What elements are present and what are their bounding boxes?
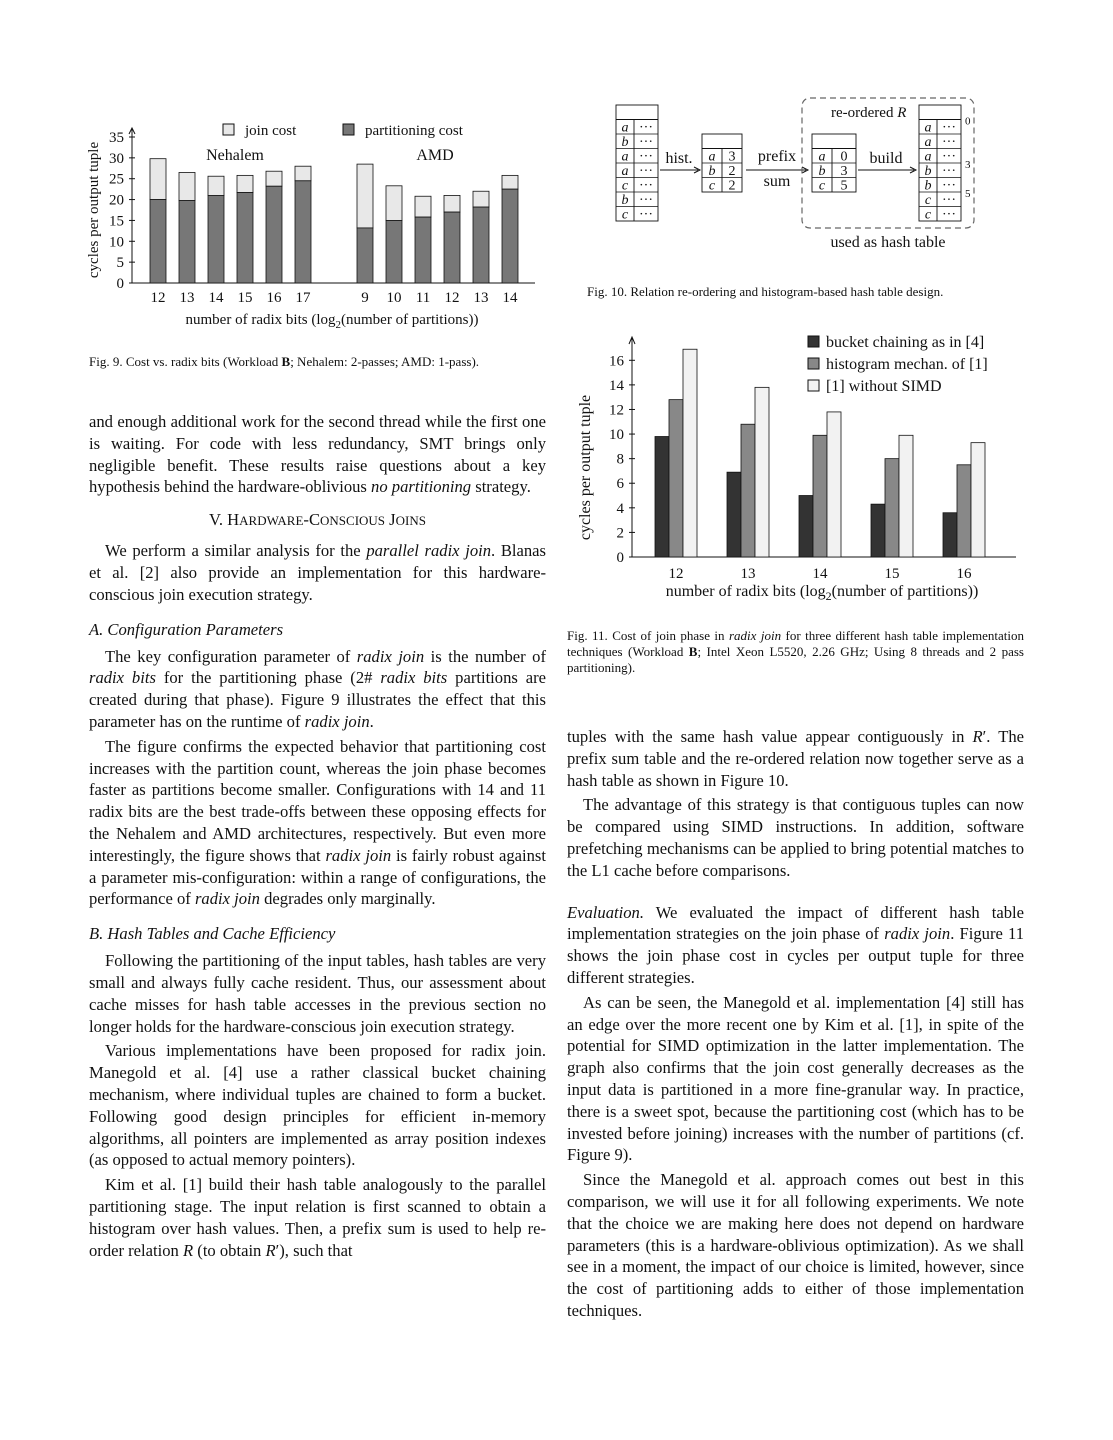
bar-partitioning-cost [357,228,373,283]
x-tick-label: 15 [884,566,900,582]
fig10-caption: Fig. 10. Relation re-ordering and histogram-based hash table design. [587,284,944,299]
bar-2 [971,443,985,557]
bar-0 [871,504,885,557]
fig11-chart [570,328,1030,608]
x-tick-label: 15 [237,290,253,306]
prefix-label: prefix [757,148,797,165]
bar-2 [827,412,841,557]
subsection-heading: A. Configuration Parameters [89,619,284,639]
x-tick-label: 12 [444,290,460,306]
y-tick-label: 2 [616,525,624,542]
bar-0 [655,437,669,557]
table-r-cell: a [621,120,629,136]
bar-partitioning-cost [386,220,402,283]
legend-swatch-join [223,124,234,135]
bar-join-cost [473,191,489,207]
bar-join-cost [179,172,195,200]
bar-partitioning-cost [150,200,166,283]
table-rprime-cell: ··· [942,178,956,194]
x-tick-label: 13 [473,290,489,306]
table-r-cell: b [621,135,629,150]
y-axis-label: cycles per output tuple [577,394,594,541]
bar-join-cost [386,186,402,221]
bar-join-cost [415,196,431,217]
table-rprime-cell: ··· [942,149,956,165]
paragraph: and enough additional work for the second thread while the first one is waiting. For code with less redundancy, SMT brings only negligible benefit. These results raise questions about a key hypothesis behind the hardware-oblivious no partitioning strategy. [89,412,546,497]
table-r-cell: ··· [639,135,653,150]
y-tick-label: 10 [609,427,624,444]
y-tick-label: 15 [109,213,124,230]
x-tick-label: 17 [295,290,311,306]
legend-swatch [808,358,819,369]
group-title: AMD [416,147,454,164]
paragraph: We perform a similar analysis for the parallel radix join. Blanas et al. [2] also provide an implementation for this hardware-conscious join execution strategy. [89,541,547,604]
legend-swatch [808,380,819,391]
table-r-cell: ··· [639,120,653,136]
table-r-cell: a [621,149,629,165]
bar-join-cost [444,195,460,212]
build-label: build [869,150,903,167]
right-column [567,726,1024,1322]
sum-label: sum [763,173,791,190]
reordered-label: re-ordered R [831,105,907,121]
bar-1 [669,400,683,557]
x-tick-label: 9 [361,290,369,306]
paragraph: The key configuration parameter of radix join is the number of radix bits for the partitioning phase (2# radix bits partitions are created during that phase). Figure 9 illustrates the effect that this parameter has on the runtime of radix join. [89,646,547,731]
y-tick-label: 8 [616,451,624,468]
x-tick-label: 14 [502,290,518,306]
y-tick-label: 0 [616,550,624,566]
index-mark: 3 [965,159,971,171]
table-psum-cell: 5 [840,178,848,194]
bar-1 [741,424,755,557]
left-column [89,411,546,1261]
bar-join-cost [502,175,518,189]
bar-partitioning-cost [444,212,460,283]
table-psum-cell: a [818,149,826,165]
table-rprime-cell: c [924,207,932,223]
x-tick-label: 14 [208,290,224,306]
bar-partitioning-cost [208,195,224,283]
x-tick-label: 11 [415,290,431,306]
table-hist-cell: a [708,149,716,165]
section-heading: V. HARDWARE-CONSCIOUS JOINS [209,510,426,530]
y-tick-label: 20 [109,192,124,209]
bar-2 [683,349,697,557]
paragraph: Kim et al. [1] build their hash table analogously to the parallel partitioning stage. The input relation is first scanned to obtain a histogram over hash values. Then, a prefix sum is used to help re-order relation R (to obtain R′), such that [89,1175,546,1260]
y-tick-label: 25 [109,171,124,188]
paragraph: The advantage of this strategy is that contiguous tuples can now be compared using SIMD instructions. In addition, software prefetching mechanisms can be applied to bring potential matches to the L1 cache before comparisons. [567,795,1024,880]
x-tick-label: 12 [150,290,166,306]
table-r-cell: c [621,178,629,194]
table-hist-cell: c [708,178,716,194]
y-tick-label: 16 [609,353,624,370]
table-r-cell: ··· [639,164,653,179]
y-tick-label: 5 [116,255,124,272]
group-title: Nehalem [206,147,264,164]
fig11-caption-prefix: Fig. 11. Cost of join phase in [567,628,729,643]
bar-join-cost [150,159,166,200]
table-rprime-cell: b [924,178,932,194]
y-tick-label: 6 [616,476,624,493]
y-tick-label: 0 [116,276,124,292]
y-tick-label: 10 [109,234,124,251]
y-tick-label: 35 [109,130,124,146]
legend-swatch-partitioning [343,124,354,135]
x-tick-label: 16 [266,290,282,306]
table-r-cell: b [621,193,629,208]
legend-swatch [808,336,819,347]
bar-partitioning-cost [473,207,489,283]
paragraph: tuples with the same hash value appear contiguously in R′. The prefix sum table and the re-ordered relation now together serve as a hash table as shown in Figure 10. [567,727,1024,790]
bar-partitioning-cost [237,192,253,283]
x-axis-label: number of radix bits ($\log_2(number$ of partitions)) [185,312,479,331]
bar-1 [813,435,827,557]
legend-label: [1] without SIMD [826,378,942,395]
paragraph: As can be seen, the Manegold et al. implementation [4] still has an edge over the more recent one by Kim et al. [1], in spite of the potential for SIMD optimization in the latter implementation. The graph also confirms that the join cost generally decreases as the input data is partitioned in a more fine-granular way. In practice, there is a sweet spot, because the partitioning cost (which has to be invested before joining) increases with the number of partitions (cf. Figure 9). [567,992,1024,1165]
table-rprime-cell: a [924,135,932,150]
y-tick-label: 4 [616,500,624,517]
table-rprime-cell: a [924,149,932,165]
fig11-caption [567,628,1024,676]
bar-partitioning-cost [295,181,311,283]
legend-label: bucket chaining as in [4] [826,334,985,351]
paragraph: Various implementations have been proposed for radix join. Manegold et al. [4] use a rather classical bucket chaining mechanism, where individual tuples are chained to form a bucket. Following good design principles for efficient in-memory algorithms, all pointers are implemented as array position indexes (as opposed to actual memory pointers). [89,1041,546,1170]
table-r-cell: ··· [639,149,653,165]
fig9-caption: Fig. 9. Cost vs. radix bits (Workload B; Nehalem: 2-passes; AMD: 1-pass). [89,354,480,369]
table-hist-cell: b [708,164,716,179]
table-r-cell: ··· [639,207,653,223]
bar-partitioning-cost [179,200,195,283]
bar-1 [957,465,971,557]
table-r-cell: c [621,207,629,223]
y-tick-label: 30 [109,150,124,167]
table-rprime-cell: ··· [942,193,956,208]
x-tick-label: 13 [179,290,195,306]
table-hist-cell: 3 [728,149,736,165]
fig9-chart [80,112,550,337]
hash-table-label: used as hash table [830,234,946,251]
bar-join-cost [208,176,224,195]
bar-2 [899,435,913,557]
table-r-cell: ··· [639,178,653,194]
table-psum-cell: 3 [840,164,848,179]
table-rprime-cell: c [924,193,932,208]
table-rprime-cell: a [924,120,932,136]
bar-0 [799,496,813,557]
table-psum-cell: c [818,178,826,194]
bar-partitioning-cost [266,186,282,283]
table-psum-cell: b [818,164,826,179]
arrow-hist-label: hist. [665,150,693,167]
bar-join-cost [237,175,253,192]
subsection-heading: B. Hash Tables and Cache Efficiency [89,924,336,944]
table-rprime-cell: b [924,164,932,179]
paragraph: Evaluation. We evaluated the impact of different hash table implementation strategies on the join phase of radix join. Figure 11 shows the join phase cost in cycles per output tuple for three different strategies. [567,902,1025,987]
bar-partitioning-cost [415,217,431,283]
legend-label-join: join cost [245,123,297,139]
index-mark: 0 [965,115,971,128]
index-mark: 5 [965,188,971,200]
paragraph: The figure confirms the expected behavior that partitioning cost increases with the partition count, whereas the join phase becomes faster as partitions become smaller. Configurations with 14 and 11 radix bits are the best trade-offs between these opposing effects for the Nehalem and AMD architectures, respectively. But even more interestingly, the figure shows that radix join is fairly robust against a parameter mis-configuration: within a range of configurations, the performance of radix join degrades only marginally. [89,736,546,909]
x-tick-label: 12 [668,566,684,582]
bar-2 [755,387,769,557]
bar-join-cost [357,164,373,228]
paragraph: Following the partitioning of the input tables, hash tables are very small and always fully cache resident. Thus, our assessment about cache misses for hash table accesses in the previous section no longer holds for the hardware-conscious join execution strategy. [89,951,546,1036]
table-rprime-cell: ··· [942,207,956,223]
fig11-caption-italic: radix join [728,628,782,643]
bar-partitioning-cost [502,189,518,283]
x-tick-label: 16 [956,566,972,582]
fig11-caption-suffix: for three different hash table implementation techniques (Workload B; Intel Xeon L5520, 2.26 GHz; Using 8 threads and 2 pass partitioning). [567,628,1025,675]
table-rprime-cell: ··· [942,135,956,150]
bar-join-cost [295,166,311,181]
table-rprime-cell: ··· [942,164,956,179]
x-tick-label: 14 [812,566,828,582]
x-tick-label: 10 [386,290,402,306]
bar-0 [943,513,957,557]
legend-label: histogram mechan. of [1] [826,356,988,373]
table-rprime-cell: ··· [942,120,956,136]
bar-join-cost [266,171,282,186]
table-hist-cell: 2 [728,178,736,194]
table-r-cell: a [621,164,629,179]
legend-label-partitioning: partitioning cost [365,123,463,139]
y-tick-label: 12 [609,402,624,419]
paragraph: Since the Manegold et al. approach comes out best in this comparison, we will use it for all following experiments. We note that the choice we are making here does not depend on hardware parameters (this is a hardware-oblivious optimization). As we shall see in a moment, the impact of our choice is limited, however, since the cost of partitioning adds to either of those implementation techniques. [567,1170,1024,1320]
bar-1 [885,459,899,557]
bar-0 [727,472,741,557]
fig10-diagram [600,95,1000,260]
x-tick-label: 13 [740,566,756,582]
y-axis-label: cycles per output tuple [86,141,102,279]
y-tick-label: 14 [609,377,624,394]
table-hist-cell: 2 [728,164,736,179]
table-psum-cell: 0 [840,149,848,165]
table-r-cell: ··· [639,193,653,208]
x-axis-label: number of radix bits ($\log_2(number$ of partitions)) [665,583,979,603]
